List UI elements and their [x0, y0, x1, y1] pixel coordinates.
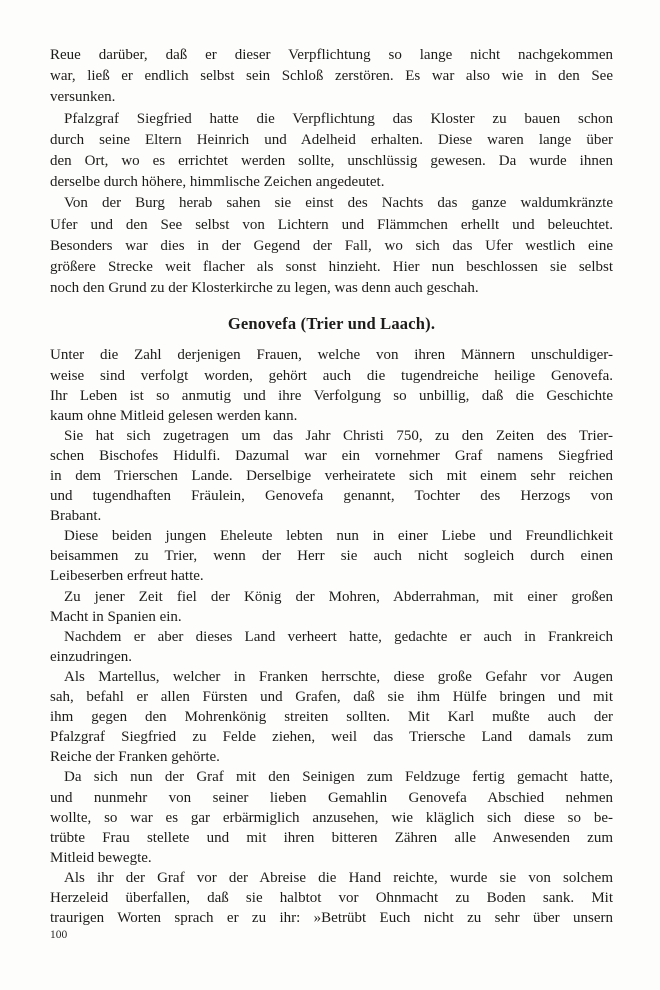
text-line: Leibeserben erfreut hatte. [50, 568, 204, 585]
text-line: ihm gegen den Mohrenkönig streiten sollten. Mit Karl mußte auch der [50, 709, 613, 726]
text-line: kaum ohne Mitleid gelesen werden kann. [50, 407, 298, 424]
text-line: Von der Burg herab sahen sie einst des Nachts das ganze waldumkränzte [64, 195, 613, 212]
text-line: Reue darüber, daß er dieser Verpflichtung so lange nicht nachgekommen [50, 47, 613, 63]
text-line: Mitleid bewegte. [50, 849, 152, 866]
text-line: Unter die Zahl derjenigen Frauen, welche von ihren Männern unschuldiger- [50, 347, 613, 364]
text-line: schen Bischofes Hidulfi. Dazumal war ein vornehmer Graf namens Siegfried [50, 447, 613, 464]
text-line: den Ort, wo es errichtet werden sollte, unschlüssig gewesen. Da wurde ihnen [50, 153, 613, 170]
section-before-heading [50, 45, 613, 299]
text-line: und nunmehr von seiner lieben Gemahlin Genovefa Abschied nehmen [50, 789, 613, 806]
text-line: wollte, so war es gar erbärmiglich anzusehen, wie kläglich sich diese so be- [50, 809, 613, 826]
text-line: und tugendhaften Fräulein, Genovefa genannt, Tochter des Herzogs von [50, 488, 613, 505]
text-line: Als Martellus, welcher in Franken herrschte, diese große Gefahr vor Augen [64, 668, 613, 685]
paragraph [50, 767, 613, 867]
text-line: weise sind verfolgt worden, gehört auch die tugendreiche heilige Genovefa. [50, 367, 613, 384]
text-line: Brabant. [50, 508, 102, 525]
section-heading: Genovefa (Trier und Laach). [227, 314, 436, 334]
paragraph [50, 587, 613, 627]
paragraph [50, 627, 613, 667]
paragraph [50, 45, 613, 109]
text-line: Reiche der Franken gehörte. [50, 749, 220, 766]
paragraph [50, 868, 613, 928]
paragraph [50, 667, 613, 767]
text-line: versunken. [50, 89, 116, 106]
text-line: durch seine Eltern Heinrich und Adelheid erhalten. Diese waren lange über [50, 131, 613, 148]
text-line: Macht in Spanien ein. [50, 608, 182, 625]
text-line: Besonders war dies in der Gegend der Fall, wo sich das Ufer westlich eine [50, 237, 613, 254]
paragraph [50, 109, 613, 194]
text-line: Pfalzgraf Siegfried hatte die Verpflichtung das Kloster zu bauen schon [64, 110, 613, 127]
section-after-heading [50, 345, 613, 928]
text-line: in dem Trierschen Lande. Derselbige verheiratete sich mit einem sehr reichen [50, 468, 613, 484]
paragraph [50, 526, 613, 586]
text-line: noch den Grund zu der Klosterkirche zu legen, was denn auch geschah. [50, 280, 479, 297]
text-line: war, ließ er endlich selbst sein Schloß zerstören. Es war also wie in den See [50, 68, 613, 85]
paragraph [50, 193, 613, 299]
paragraph [50, 426, 613, 526]
text-line: Ihr Leben ist so anmutig und ihre Verfolgung so unbillig, daß die Geschichte [50, 387, 613, 404]
text-line: Pfalzgraf Siegfried zu Felde ziehen, weil das Triersche Land damals zum [50, 729, 613, 746]
text-line: beisammen zu Trier, wenn der Herr sie auch nicht sogleich durch einen [50, 548, 613, 565]
text-line: Diese beiden jungen Eheleute lebten nun in einer Liebe und Freundlichkeit [64, 528, 613, 545]
text-line: trübte Frau stellete und mit ihren bitteren Zähren alle Anwesenden zum [50, 829, 613, 846]
text-line: derselbe durch höhere, himmlische Zeichen angedeutet. [50, 174, 385, 191]
text-line: Als ihr der Graf vor der Abreise die Hand reichte, wurde sie von solchem [64, 869, 613, 886]
text-line: Da sich nun der Graf mit den Seinigen zum Feldzuge fertig gemacht hatte, [64, 769, 613, 786]
text-line: sah, befahl er allen Fürsten und Grafen, daß sie ihm Hülfe bringen und mit [50, 689, 613, 706]
text-line: Nachdem er aber dieses Land verheert hatte, gedachte er auch in Frankreich [64, 628, 613, 645]
page-number: 100 [50, 929, 68, 941]
text-line: Ufer und den See selbst von Lichtern und Flämmchen erhellt und beleuchtet. [50, 216, 613, 233]
text-line: größere Strecke weit flacher als sonst hinzieht. Hier nun beschlossen sie selbst [50, 259, 613, 276]
text-column [50, 45, 613, 928]
text-line: einzudringen. [50, 648, 133, 665]
text-line: Herzeleid überfallen, daß sie halbtot vor Ohnmacht zu Boden sank. Mit [50, 889, 613, 906]
text-line: Zu jener Zeit fiel der König der Mohren, Abderrahman, mit einer großen [64, 588, 613, 605]
paragraph [50, 345, 613, 425]
text-line: Sie hat sich zugetragen um das Jahr Christi 750, zu den Zeiten des Trier- [64, 427, 613, 444]
text-line: traurigen Worten sprach er zu ihr: »Betrübt Euch nicht zu sehr über unsern [50, 910, 613, 927]
